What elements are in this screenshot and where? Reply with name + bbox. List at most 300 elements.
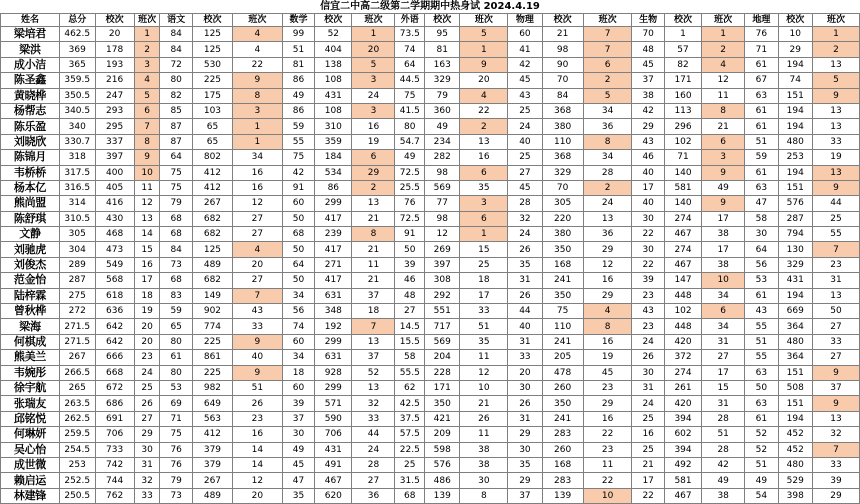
score-cell: 668 xyxy=(95,365,134,380)
score-cell: 175 xyxy=(192,88,232,103)
score-cell: 70 xyxy=(542,73,583,88)
score-cell: 241 xyxy=(542,273,583,288)
score-cell: 194 xyxy=(778,119,812,134)
score-cell: 31 xyxy=(812,273,859,288)
score-cell: 63 xyxy=(745,365,778,380)
score-cell: 4 xyxy=(702,57,745,72)
score-cell: 534 xyxy=(315,165,352,180)
score-cell: 420 xyxy=(664,334,701,349)
column-header: 班次 xyxy=(812,14,859,27)
score-cell: 21 xyxy=(352,211,395,226)
score-cell: 43 xyxy=(508,88,542,103)
student-name-cell: 熊美兰 xyxy=(1,350,60,365)
score-cell: 61 xyxy=(745,103,778,118)
score-cell: 24 xyxy=(508,119,542,134)
score-cell: 33 xyxy=(812,457,859,472)
score-cell: 44 xyxy=(508,304,542,319)
score-cell: 467 xyxy=(664,488,701,503)
score-cell: 9 xyxy=(812,88,859,103)
score-cell: 551 xyxy=(425,304,460,319)
score-cell: 102 xyxy=(664,304,701,319)
score-cell: 55 xyxy=(812,227,859,242)
score-cell: 15 xyxy=(702,380,745,395)
score-cell: 631 xyxy=(315,350,352,365)
score-cell: 68 xyxy=(160,227,192,242)
score-cell: 269 xyxy=(425,242,460,257)
score-cell: 29 xyxy=(778,42,812,57)
student-name-cell: 林建锋 xyxy=(1,488,60,503)
table-row xyxy=(1,427,860,442)
score-cell: 19 xyxy=(352,134,395,149)
score-cell: 394 xyxy=(664,411,701,426)
score-cell: 266.5 xyxy=(59,365,95,380)
score-cell: 706 xyxy=(315,427,352,442)
score-cell: 18 xyxy=(352,304,395,319)
score-cell: 21 xyxy=(702,119,745,134)
student-name-cell: 曾秋桦 xyxy=(1,304,60,319)
score-cell: 12 xyxy=(702,73,745,88)
score-cell: 28 xyxy=(352,457,395,472)
score-cell: 8 xyxy=(583,134,632,149)
score-cell: 314 xyxy=(59,196,95,211)
score-cell: 27 xyxy=(134,411,160,426)
score-cell: 64 xyxy=(745,242,778,257)
score-cell: 10 xyxy=(134,165,160,180)
score-cell: 7 xyxy=(352,319,395,334)
score-cell: 417 xyxy=(315,211,352,226)
score-cell: 473 xyxy=(95,242,134,257)
score-cell: 282 xyxy=(425,150,460,165)
score-cell: 305 xyxy=(542,196,583,211)
score-cell: 28 xyxy=(702,411,745,426)
score-cell: 17 xyxy=(632,473,664,488)
score-cell: 80 xyxy=(160,365,192,380)
score-cell: 130 xyxy=(778,242,812,257)
score-cell: 38 xyxy=(702,227,745,242)
score-cell: 717 xyxy=(425,319,460,334)
score-cell: 35 xyxy=(282,488,314,503)
table-row xyxy=(1,211,860,226)
score-cell: 28 xyxy=(508,196,542,211)
column-header: 生物 xyxy=(632,14,664,27)
table-row xyxy=(1,411,860,426)
column-header: 校次 xyxy=(95,14,134,27)
score-cell: 49 xyxy=(745,473,778,488)
score-cell: 265 xyxy=(59,380,95,395)
score-cell: 168 xyxy=(542,257,583,272)
score-cell: 4 xyxy=(460,88,508,103)
score-cell: 84 xyxy=(160,27,192,42)
score-cell: 51 xyxy=(282,42,314,57)
score-cell: 72 xyxy=(160,57,192,72)
score-cell: 2 xyxy=(583,180,632,195)
score-cell: 61 xyxy=(745,119,778,134)
score-cell: 18 xyxy=(282,365,314,380)
score-cell: 13 xyxy=(812,411,859,426)
score-cell: 337 xyxy=(95,134,134,149)
score-cell: 49 xyxy=(702,473,745,488)
score-cell: 1 xyxy=(233,134,283,149)
score-cell: 60 xyxy=(282,334,314,349)
score-cell: 350.5 xyxy=(59,88,95,103)
score-cell: 102 xyxy=(664,134,701,149)
score-cell: 27 xyxy=(702,350,745,365)
score-cell: 58 xyxy=(745,211,778,226)
student-name-cell: 陈舒琪 xyxy=(1,211,60,226)
score-cell: 84 xyxy=(160,42,192,57)
score-cell: 33 xyxy=(134,488,160,503)
score-cell: 37 xyxy=(352,288,395,303)
score-cell: 489 xyxy=(192,488,232,503)
score-cell: 287 xyxy=(778,211,812,226)
table-row xyxy=(1,196,860,211)
score-cell: 60 xyxy=(508,27,542,42)
score-cell: 17 xyxy=(702,242,745,257)
score-cell: 26 xyxy=(508,396,542,411)
score-cell: 1 xyxy=(812,27,859,42)
score-cell: 2 xyxy=(134,42,160,57)
score-cell: 11 xyxy=(460,350,508,365)
score-cell: 691 xyxy=(95,411,134,426)
score-cell: 1 xyxy=(460,227,508,242)
table-row xyxy=(1,473,860,488)
score-cell: 65 xyxy=(192,134,232,149)
score-cell: 576 xyxy=(425,457,460,472)
score-cell: 22 xyxy=(632,227,664,242)
score-cell: 13 xyxy=(134,211,160,226)
score-cell: 29 xyxy=(134,427,160,442)
score-cell: 296 xyxy=(664,119,701,134)
score-cell: 76 xyxy=(395,196,425,211)
score-cell: 84 xyxy=(160,242,192,257)
score-cell: 8 xyxy=(233,88,283,103)
score-cell: 774 xyxy=(192,319,232,334)
score-cell: 304 xyxy=(59,242,95,257)
score-cell: 7 xyxy=(134,119,160,134)
score-cell: 478 xyxy=(542,365,583,380)
score-cell: 29 xyxy=(352,165,395,180)
student-name-cell: 韦婉彤 xyxy=(1,365,60,380)
score-cell: 549 xyxy=(95,257,134,272)
score-cell: 29 xyxy=(508,473,542,488)
score-cell: 49 xyxy=(425,119,460,134)
score-cell: 75 xyxy=(542,304,583,319)
table-row xyxy=(1,380,860,395)
score-cell: 63 xyxy=(745,396,778,411)
score-cell: 25 xyxy=(134,380,160,395)
score-cell: 642 xyxy=(95,334,134,349)
score-cell: 54 xyxy=(745,488,778,503)
score-cell: 263.5 xyxy=(59,396,95,411)
score-cell: 37 xyxy=(352,350,395,365)
score-cell: 350 xyxy=(542,242,583,257)
score-cell: 6 xyxy=(460,165,508,180)
score-cell: 22 xyxy=(632,257,664,272)
score-cell: 40 xyxy=(508,134,542,149)
score-cell: 34 xyxy=(583,150,632,165)
score-cell: 25.5 xyxy=(395,180,425,195)
score-cell: 274 xyxy=(664,365,701,380)
score-cell: 11 xyxy=(583,457,632,472)
score-cell: 6 xyxy=(702,134,745,149)
score-cell: 194 xyxy=(778,288,812,303)
score-cell: 27 xyxy=(812,319,859,334)
score-cell: 21 xyxy=(352,273,395,288)
score-cell: 669 xyxy=(778,304,812,319)
score-cell: 420 xyxy=(664,396,701,411)
score-cell: 2 xyxy=(702,42,745,57)
student-name-cell: 刘驰虎 xyxy=(1,242,60,257)
score-cell: 29 xyxy=(583,242,632,257)
score-cell: 43 xyxy=(632,134,664,149)
score-cell: 50 xyxy=(745,380,778,395)
score-cell: 636 xyxy=(95,304,134,319)
score-cell: 364 xyxy=(778,319,812,334)
score-cell: 468 xyxy=(95,227,134,242)
score-cell: 74 xyxy=(778,73,812,88)
score-cell: 72.5 xyxy=(395,211,425,226)
score-cell: 75 xyxy=(282,150,314,165)
score-cell: 5 xyxy=(460,27,508,42)
score-cell: 194 xyxy=(778,57,812,72)
score-cell: 55.5 xyxy=(395,365,425,380)
score-cell: 184 xyxy=(315,150,352,165)
score-cell: 272 xyxy=(59,304,95,319)
score-cell: 16 xyxy=(583,273,632,288)
score-cell: 397 xyxy=(425,257,460,272)
score-cell: 686 xyxy=(95,396,134,411)
score-cell: 20 xyxy=(95,27,134,42)
score-cell: 21 xyxy=(460,396,508,411)
score-cell: 682 xyxy=(192,211,232,226)
score-cell: 24 xyxy=(632,334,664,349)
score-cell: 239 xyxy=(315,227,352,242)
score-cell: 65 xyxy=(192,119,232,134)
score-cell: 26 xyxy=(233,396,283,411)
score-cell: 37.5 xyxy=(395,411,425,426)
score-cell: 70 xyxy=(632,27,664,42)
score-cell: 492 xyxy=(664,457,701,472)
score-cell: 299 xyxy=(315,380,352,395)
score-cell: 9 xyxy=(233,334,283,349)
score-cell: 73 xyxy=(160,488,192,503)
column-header: 班次 xyxy=(702,14,745,27)
score-cell: 194 xyxy=(778,103,812,118)
column-header: 校次 xyxy=(664,14,701,27)
score-cell: 682 xyxy=(192,273,232,288)
score-cell: 1 xyxy=(233,119,283,134)
score-cell: 3 xyxy=(134,57,160,72)
score-cell: 4 xyxy=(233,27,283,42)
score-cell: 37 xyxy=(812,380,859,395)
score-cell: 29 xyxy=(508,427,542,442)
score-cell: 192 xyxy=(315,319,352,334)
score-cell: 24 xyxy=(508,227,542,242)
score-cell: 35 xyxy=(460,334,508,349)
score-cell: 283 xyxy=(542,427,583,442)
student-name-cell: 梁培君 xyxy=(1,27,60,42)
score-cell: 21 xyxy=(632,457,664,472)
score-cell: 50 xyxy=(395,242,425,257)
score-cell: 247 xyxy=(95,88,134,103)
score-cell: 14 xyxy=(233,457,283,472)
score-cell: 241 xyxy=(542,411,583,426)
score-cell: 480 xyxy=(778,334,812,349)
score-cell: 91 xyxy=(282,180,314,195)
score-cell: 13 xyxy=(812,103,859,118)
score-cell: 44 xyxy=(352,427,395,442)
score-cell: 283 xyxy=(542,473,583,488)
score-cell: 193 xyxy=(95,57,134,72)
score-cell: 75 xyxy=(160,180,192,195)
score-cell: 3 xyxy=(460,196,508,211)
score-cell: 581 xyxy=(664,473,701,488)
score-cell: 12 xyxy=(233,473,283,488)
score-cell: 113 xyxy=(664,103,701,118)
column-header: 地理 xyxy=(745,14,778,27)
score-cell: 252.5 xyxy=(59,473,95,488)
score-cell: 45 xyxy=(632,57,664,72)
score-cell: 51 xyxy=(745,457,778,472)
score-cell: 30 xyxy=(508,380,542,395)
score-cell: 253 xyxy=(59,457,95,472)
score-cell: 569 xyxy=(425,334,460,349)
score-cell: 30 xyxy=(134,442,160,457)
score-cell: 20 xyxy=(233,257,283,272)
score-cell: 20 xyxy=(134,319,160,334)
score-cell: 11 xyxy=(134,180,160,195)
score-cell: 29 xyxy=(632,119,664,134)
score-cell: 11 xyxy=(352,257,395,272)
table-row xyxy=(1,42,860,57)
column-header: 语文 xyxy=(160,14,192,27)
score-cell: 63 xyxy=(745,180,778,195)
score-cell: 13 xyxy=(812,119,859,134)
score-cell: 82 xyxy=(664,57,701,72)
score-table xyxy=(0,13,860,504)
student-name-cell: 刘俊杰 xyxy=(1,257,60,272)
student-name-cell: 梁洪 xyxy=(1,42,60,57)
score-cell: 38 xyxy=(702,257,745,272)
score-cell: 480 xyxy=(778,457,812,472)
score-cell: 68 xyxy=(395,488,425,503)
score-cell: 28 xyxy=(702,442,745,457)
score-cell: 35 xyxy=(460,180,508,195)
score-cell: 62 xyxy=(395,380,425,395)
score-cell: 350 xyxy=(542,396,583,411)
score-cell: 2 xyxy=(812,42,859,57)
score-cell: 31 xyxy=(508,334,542,349)
score-cell: 23 xyxy=(812,257,859,272)
score-cell: 7 xyxy=(583,42,632,57)
score-cell: 861 xyxy=(192,350,232,365)
score-cell: 448 xyxy=(664,288,701,303)
table-row xyxy=(1,103,860,118)
score-cell: 42.5 xyxy=(395,396,425,411)
score-cell: 44 xyxy=(812,196,859,211)
score-cell: 22 xyxy=(583,473,632,488)
score-cell: 261 xyxy=(664,380,701,395)
score-cell: 85 xyxy=(160,103,192,118)
table-row xyxy=(1,319,860,334)
score-cell: 46 xyxy=(632,150,664,165)
score-cell: 462.5 xyxy=(59,27,95,42)
score-cell: 108 xyxy=(315,73,352,88)
score-cell: 22 xyxy=(233,57,283,72)
score-cell: 220 xyxy=(542,211,583,226)
score-cell: 20 xyxy=(508,365,542,380)
score-cell: 26 xyxy=(460,411,508,426)
score-cell: 44.5 xyxy=(395,73,425,88)
score-cell: 25 xyxy=(632,442,664,457)
score-cell: 84 xyxy=(542,88,583,103)
score-cell: 14 xyxy=(134,227,160,242)
table-row xyxy=(1,227,860,242)
score-cell: 316.5 xyxy=(59,180,95,195)
score-cell: 23 xyxy=(583,380,632,395)
score-cell: 35 xyxy=(508,457,542,472)
score-cell: 642 xyxy=(95,319,134,334)
score-cell: 57.5 xyxy=(395,427,425,442)
score-cell: 69 xyxy=(160,396,192,411)
score-cell: 64 xyxy=(395,57,425,72)
score-cell: 79 xyxy=(160,196,192,211)
score-cell: 13 xyxy=(352,380,395,395)
score-cell: 299 xyxy=(315,334,352,349)
score-cell: 49 xyxy=(702,180,745,195)
score-cell: 139 xyxy=(425,488,460,503)
score-cell: 50 xyxy=(812,304,859,319)
score-cell: 13 xyxy=(583,211,632,226)
score-cell: 12 xyxy=(233,196,283,211)
score-cell: 802 xyxy=(192,150,232,165)
score-cell: 563 xyxy=(192,411,232,426)
score-cell: 6 xyxy=(583,57,632,72)
score-cell: 51 xyxy=(460,319,508,334)
score-cell: 71 xyxy=(745,42,778,57)
score-cell: 103 xyxy=(192,103,232,118)
score-cell: 13 xyxy=(812,57,859,72)
score-cell: 51 xyxy=(233,380,283,395)
score-cell: 431 xyxy=(778,273,812,288)
score-cell: 70 xyxy=(542,180,583,195)
score-cell: 140 xyxy=(664,196,701,211)
score-cell: 28 xyxy=(583,165,632,180)
score-cell: 14 xyxy=(233,442,283,457)
score-cell: 1 xyxy=(352,27,395,42)
score-cell: 36 xyxy=(583,227,632,242)
score-cell: 49 xyxy=(282,442,314,457)
table-row xyxy=(1,334,860,349)
score-cell: 394 xyxy=(664,442,701,457)
score-cell: 412 xyxy=(192,165,232,180)
score-cell: 61 xyxy=(745,411,778,426)
score-cell: 149 xyxy=(192,288,232,303)
score-cell: 33 xyxy=(352,411,395,426)
table-row xyxy=(1,88,860,103)
table-row xyxy=(1,134,860,149)
student-name-cell: 陈锦月 xyxy=(1,150,60,165)
score-cell: 3 xyxy=(233,103,283,118)
column-header: 姓名 xyxy=(1,14,60,27)
score-cell: 47 xyxy=(282,473,314,488)
score-cell: 9 xyxy=(233,73,283,88)
score-cell: 99 xyxy=(282,27,314,42)
score-cell: 43 xyxy=(233,304,283,319)
score-cell: 32 xyxy=(508,211,542,226)
score-cell: 742 xyxy=(95,457,134,472)
score-cell: 491 xyxy=(315,457,352,472)
